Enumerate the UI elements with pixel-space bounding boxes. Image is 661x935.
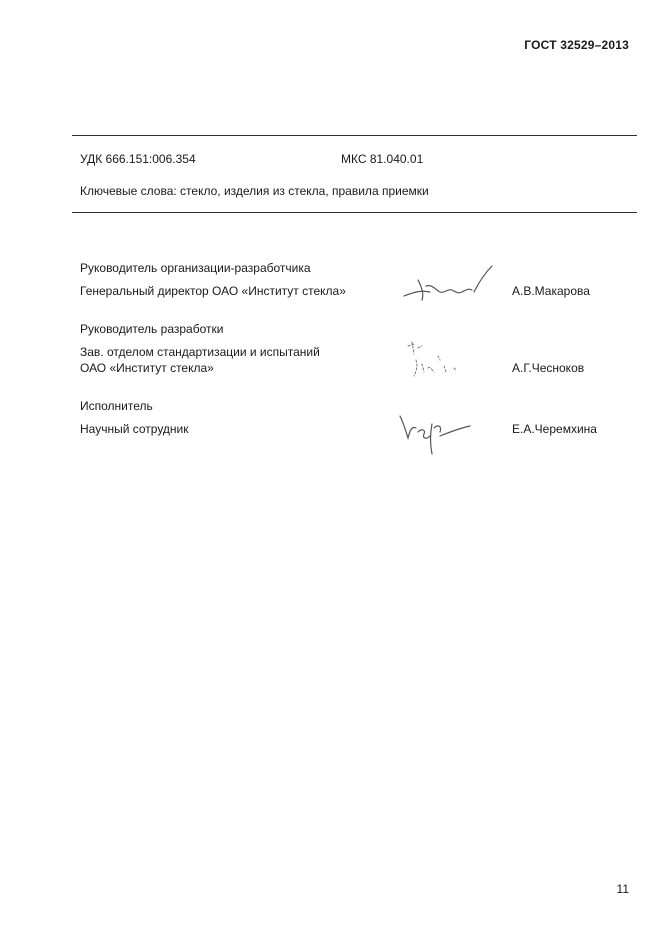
signature-3 [396, 410, 476, 456]
page-number: 11 [616, 882, 629, 896]
signatory-3-role: Научный сотрудник [80, 422, 189, 436]
signatory-1-heading: Руководитель организации-разработчика [80, 261, 311, 275]
signatory-3-name: Е.А.Черемхина [512, 422, 597, 436]
udk-code: УДК 666.151:006.354 [80, 152, 196, 166]
mks-code: МКС 81.040.01 [341, 152, 424, 166]
standard-code: ГОСТ 32529–2013 [524, 38, 629, 52]
signatory-2-role-line2: ОАО «Институт стекла» [80, 361, 214, 375]
signatory-1-role: Генеральный директор ОАО «Институт стекла» [80, 284, 346, 298]
signature-2 [404, 338, 474, 380]
keywords-line: Ключевые слова: стекло, изделия из стекла, правила приемки [80, 184, 429, 198]
signatory-2-role-line1: Зав. отделом стандартизации и испытаний [80, 345, 320, 359]
signatory-3-heading: Исполнитель [80, 399, 153, 413]
signatory-1-name: А.В.Макарова [512, 284, 590, 298]
top-divider [72, 135, 637, 136]
bottom-divider [72, 212, 637, 213]
signature-1 [400, 262, 500, 304]
signatory-2-name: А.Г.Чесноков [512, 361, 585, 375]
signatory-2-heading: Руководитель разработки [80, 322, 224, 336]
